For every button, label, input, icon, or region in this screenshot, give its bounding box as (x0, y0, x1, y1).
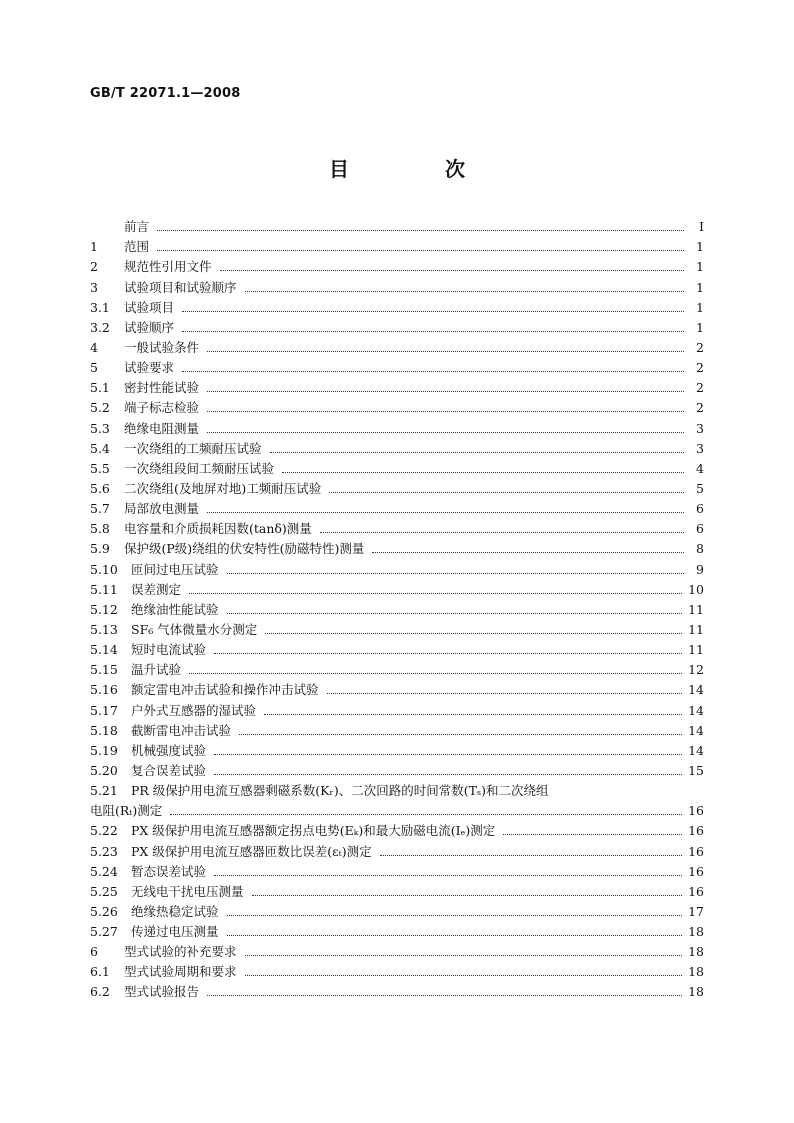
toc-leader-dots (207, 338, 684, 358)
toc-entry-label: 密封性能试验 (124, 380, 200, 396)
toc-entry-label: 一般试验条件 (124, 339, 200, 355)
toc-entry-page: 15 (688, 762, 704, 778)
toc-entry[interactable] (90, 922, 704, 942)
toc-entry[interactable] (90, 519, 704, 539)
toc-entry-number: 5.20 (90, 762, 118, 778)
toc-leader-dots (182, 358, 684, 378)
toc-entry-number: 5 (90, 360, 98, 376)
toc-entry-label: PX 级保护用电流互感器额定拐点电势(Eₖ)和最大励磁电流(Iₑ)测定 (131, 823, 496, 839)
toc-entry[interactable] (90, 217, 704, 237)
toc-entry-page: 18 (688, 964, 704, 980)
toc-entry[interactable] (90, 640, 704, 660)
toc-entry-page: 2 (696, 380, 704, 396)
toc-leader-dots (227, 600, 683, 620)
toc-entry-page: 6 (696, 501, 704, 517)
toc-entry[interactable] (90, 942, 704, 962)
toc-entry-number: 6.2 (90, 984, 110, 1000)
toc-entry-page: 18 (688, 924, 704, 940)
table-of-contents (90, 217, 704, 1002)
toc-entry-label: 二次绕组(及地屏对地)工频耐压试验 (124, 480, 322, 496)
toc-entry[interactable] (90, 318, 704, 338)
toc-entry[interactable] (90, 982, 704, 1002)
toc-entry-page: 4 (696, 460, 704, 476)
toc-entry-label: 截断雷电冲击试验 (131, 722, 232, 738)
toc-leader-dots (252, 882, 683, 902)
toc-leader-dots (245, 942, 683, 962)
toc-entry-number: 5.16 (90, 682, 118, 698)
toc-entry-number: 5.26 (90, 903, 118, 919)
toc-entry-label: 温升试验 (131, 662, 182, 678)
toc-entry-page: 2 (696, 400, 704, 416)
toc-leader-dots (227, 902, 683, 922)
toc-entry[interactable] (90, 237, 704, 257)
toc-entry[interactable] (90, 902, 704, 922)
toc-entry-page: 18 (688, 944, 704, 960)
toc-entry-number: 5.11 (90, 581, 118, 597)
toc-entry-page: 9 (696, 561, 704, 577)
toc-entry-number: 4 (90, 339, 98, 355)
toc-leader-dots (207, 398, 684, 418)
toc-entry[interactable] (90, 841, 704, 861)
toc-entry-page: 16 (688, 883, 704, 899)
toc-entry[interactable] (90, 761, 704, 781)
toc-entry-number: 5.25 (90, 883, 118, 899)
toc-entry[interactable] (90, 962, 704, 982)
toc-entry-label: 机械强度试验 (131, 742, 207, 758)
toc-entry-label: 型式试验的补充要求 (124, 944, 237, 960)
toc-entry[interactable] (90, 741, 704, 761)
toc-entry-page: 14 (688, 682, 704, 698)
toc-entry-label: 复合误差试验 (131, 762, 207, 778)
toc-entry-number: 3.1 (90, 299, 110, 315)
toc-entry[interactable] (90, 801, 704, 821)
toc-entry-page: 10 (688, 581, 704, 597)
toc-leader-dots (327, 680, 683, 700)
toc-entry-page: 16 (688, 843, 704, 859)
toc-entry-page: 1 (696, 279, 704, 295)
toc-entry-label: 范围 (124, 239, 150, 255)
toc-entry-page: 2 (696, 339, 704, 355)
toc-entry-number: 6.1 (90, 964, 110, 980)
toc-entry[interactable] (90, 358, 704, 378)
toc-leader-dots (207, 499, 684, 519)
toc-entry-number: 3 (90, 279, 98, 295)
toc-entry-number: 6 (90, 944, 98, 960)
toc-entry[interactable] (90, 338, 704, 358)
toc-entry-label: 绝缘油性能试验 (131, 601, 219, 617)
toc-entry-page: Ⅰ (699, 219, 704, 235)
toc-entry-label: 试验项目和试验顺序 (124, 279, 237, 295)
toc-leader-dots (214, 640, 682, 660)
toc-entry-page: 12 (688, 662, 704, 678)
toc-entry-page: 18 (688, 984, 704, 1000)
toc-entry-label: 一次绕组的工频耐压试验 (124, 440, 262, 456)
toc-entry[interactable] (90, 821, 704, 841)
toc-leader-dots (214, 741, 682, 761)
toc-entry-number: 5.3 (90, 420, 110, 436)
toc-entry-label: 试验项目 (124, 299, 175, 315)
toc-entry[interactable] (90, 439, 704, 459)
toc-entry-label: 匝间过电压试验 (131, 561, 219, 577)
standard-code-header: GB/T 22071.1—2008 (90, 86, 241, 101)
toc-entry-number: 5.7 (90, 501, 110, 517)
toc-entry-page: 14 (688, 702, 704, 718)
toc-entry-page: 1 (696, 259, 704, 275)
toc-entry-label: 局部放电测量 (124, 501, 200, 517)
toc-entry-page: 3 (696, 440, 704, 456)
toc-entry-page: 11 (688, 621, 704, 637)
toc-leader-dots (270, 439, 684, 459)
toc-entry-label: PR 级保护用电流互感器剩磁系数(Kᵣ)、二次回路的时间常数(Tₛ)和二次绕组 (131, 783, 549, 799)
toc-entry[interactable] (90, 277, 704, 297)
toc-entry[interactable] (90, 580, 704, 600)
toc-entry-number: 5.22 (90, 823, 118, 839)
toc-leader-dots (380, 842, 682, 862)
toc-entry-number: 5.13 (90, 621, 118, 637)
toc-entry[interactable] (90, 559, 704, 579)
toc-entry-label: 端子标志检验 (124, 400, 200, 416)
toc-entry[interactable] (90, 378, 704, 398)
toc-leader-dots (239, 721, 682, 741)
toc-entry-label: 传递过电压测量 (131, 924, 219, 940)
toc-entry-number: 5.18 (90, 722, 118, 738)
toc-entry-number: 3.2 (90, 319, 110, 335)
toc-entry-label: 额定雷电冲击试验和操作冲击试验 (131, 682, 319, 698)
toc-leader-dots (282, 459, 684, 479)
toc-entry-label: 无线电干扰电压测量 (131, 883, 244, 899)
toc-entry-label: 绝缘电阻测量 (124, 420, 200, 436)
toc-entry-page: 2 (696, 360, 704, 376)
toc-entry-label: 试验顺序 (124, 319, 175, 335)
toc-entry-page: 16 (688, 803, 704, 819)
toc-entry[interactable] (90, 660, 704, 680)
toc-leader-dots (265, 620, 682, 640)
toc-leader-dots (557, 781, 684, 801)
toc-leader-dots (207, 982, 682, 1002)
toc-leader-dots (245, 962, 683, 982)
toc-entry-number: 5.5 (90, 460, 110, 476)
toc-entry[interactable] (90, 298, 704, 318)
toc-leader-dots (227, 560, 684, 580)
toc-entry-number: 2 (90, 259, 98, 275)
toc-entry[interactable] (90, 620, 704, 640)
toc-entry-number: 5.8 (90, 521, 110, 537)
toc-entry[interactable] (90, 398, 704, 418)
toc-entry-page: 11 (688, 642, 704, 658)
page-title: 目 次 (329, 157, 503, 181)
toc-entry-label: SF₆ 气体微量水分测定 (131, 621, 258, 637)
toc-entry-number: 5.15 (90, 662, 118, 678)
toc-entry[interactable] (90, 882, 704, 902)
toc-leader-dots (189, 580, 682, 600)
toc-entry-number: 5.6 (90, 480, 110, 496)
toc-entry-label: 型式试验周期和要求 (124, 964, 237, 980)
toc-entry-page: 5 (696, 480, 704, 496)
toc-entry-page: 8 (696, 541, 704, 557)
toc-entry[interactable] (90, 680, 704, 700)
toc-entry-number: 5.9 (90, 541, 110, 557)
toc-entry-page: 3 (696, 420, 704, 436)
toc-entry-number: 5.14 (90, 642, 118, 658)
toc-leader-dots (329, 479, 684, 499)
toc-entry-label: 一次绕组段间工频耐压试验 (124, 460, 275, 476)
toc-entry-number: 5.4 (90, 440, 110, 456)
toc-entry-page: 11 (688, 601, 704, 617)
toc-leader-dots (182, 298, 684, 318)
toc-entry-label: 保护级(P级)绕组的伏安特性(励磁特性)测量 (124, 541, 365, 557)
toc-leader-dots (157, 217, 684, 237)
toc-leader-dots (264, 701, 682, 721)
toc-entry-label: 前言 (124, 219, 150, 235)
toc-entry-page: 6 (696, 521, 704, 537)
toc-entry[interactable] (90, 700, 704, 720)
toc-entry-label: 短时电流试验 (131, 642, 207, 658)
toc-entry-label: 规范性引用文件 (124, 259, 212, 275)
toc-leader-dots (220, 257, 684, 277)
toc-leader-dots (182, 318, 684, 338)
toc-entry-label: 暂态误差试验 (131, 863, 207, 879)
toc-leader-dots (227, 922, 683, 942)
toc-entry-label: 电阻(Rₜ)测定 (90, 803, 163, 819)
toc-leader-dots (207, 378, 684, 398)
toc-entry-number: 5.10 (90, 561, 118, 577)
toc-entry[interactable] (90, 479, 704, 499)
toc-leader-dots (189, 660, 682, 680)
toc-entry-number: 5.2 (90, 400, 110, 416)
toc-entry-number: 5.27 (90, 924, 118, 940)
toc-entry-number: 5.1 (90, 380, 110, 396)
toc-entry-page: 16 (688, 863, 704, 879)
toc-entry[interactable] (90, 418, 704, 438)
toc-entry-page: 1 (696, 299, 704, 315)
toc-leader-dots (214, 761, 682, 781)
toc-entry-number: 1 (90, 239, 98, 255)
toc-leader-dots (245, 278, 684, 298)
toc-entry-label: 型式试验报告 (124, 984, 200, 1000)
toc-entry-label: 试验要求 (124, 360, 175, 376)
toc-entry[interactable] (90, 499, 704, 519)
toc-entry[interactable] (90, 721, 704, 741)
toc-entry-number: 5.23 (90, 843, 118, 859)
toc-leader-dots (170, 801, 682, 821)
toc-entry-label: PX 级保护用电流互感器匝数比误差(εₜ)测定 (131, 843, 372, 859)
toc-entry-page: 14 (688, 742, 704, 758)
toc-entry-page: 17 (688, 903, 704, 919)
toc-entry-number: 5.21 (90, 783, 118, 799)
toc-entry-label: 户外式互感器的湿试验 (131, 702, 257, 718)
toc-entry-page: 1 (696, 319, 704, 335)
toc-leader-dots (372, 539, 684, 559)
toc-entry[interactable] (90, 257, 704, 277)
toc-entry[interactable] (90, 539, 704, 559)
toc-entry-label: 电容量和介质损耗因数(tanδ)测量 (124, 521, 312, 537)
toc-entry[interactable] (90, 600, 704, 620)
toc-entry[interactable] (90, 781, 704, 801)
toc-entry-number: 5.19 (90, 742, 118, 758)
toc-leader-dots (207, 419, 684, 439)
toc-leader-dots (503, 821, 682, 841)
toc-entry[interactable] (90, 862, 704, 882)
toc-leader-dots (320, 519, 684, 539)
toc-entry-page: 16 (688, 823, 704, 839)
toc-entry[interactable] (90, 459, 704, 479)
toc-entry-label: 误差测定 (131, 581, 182, 597)
toc-leader-dots (214, 862, 682, 882)
toc-entry-label: 绝缘热稳定试验 (131, 903, 219, 919)
toc-entry-number: 5.12 (90, 601, 118, 617)
toc-entry-page: 14 (688, 722, 704, 738)
toc-entry-number: 5.24 (90, 863, 118, 879)
toc-entry-number: 5.17 (90, 702, 118, 718)
toc-entry-page: 1 (696, 239, 704, 255)
toc-leader-dots (157, 237, 684, 257)
